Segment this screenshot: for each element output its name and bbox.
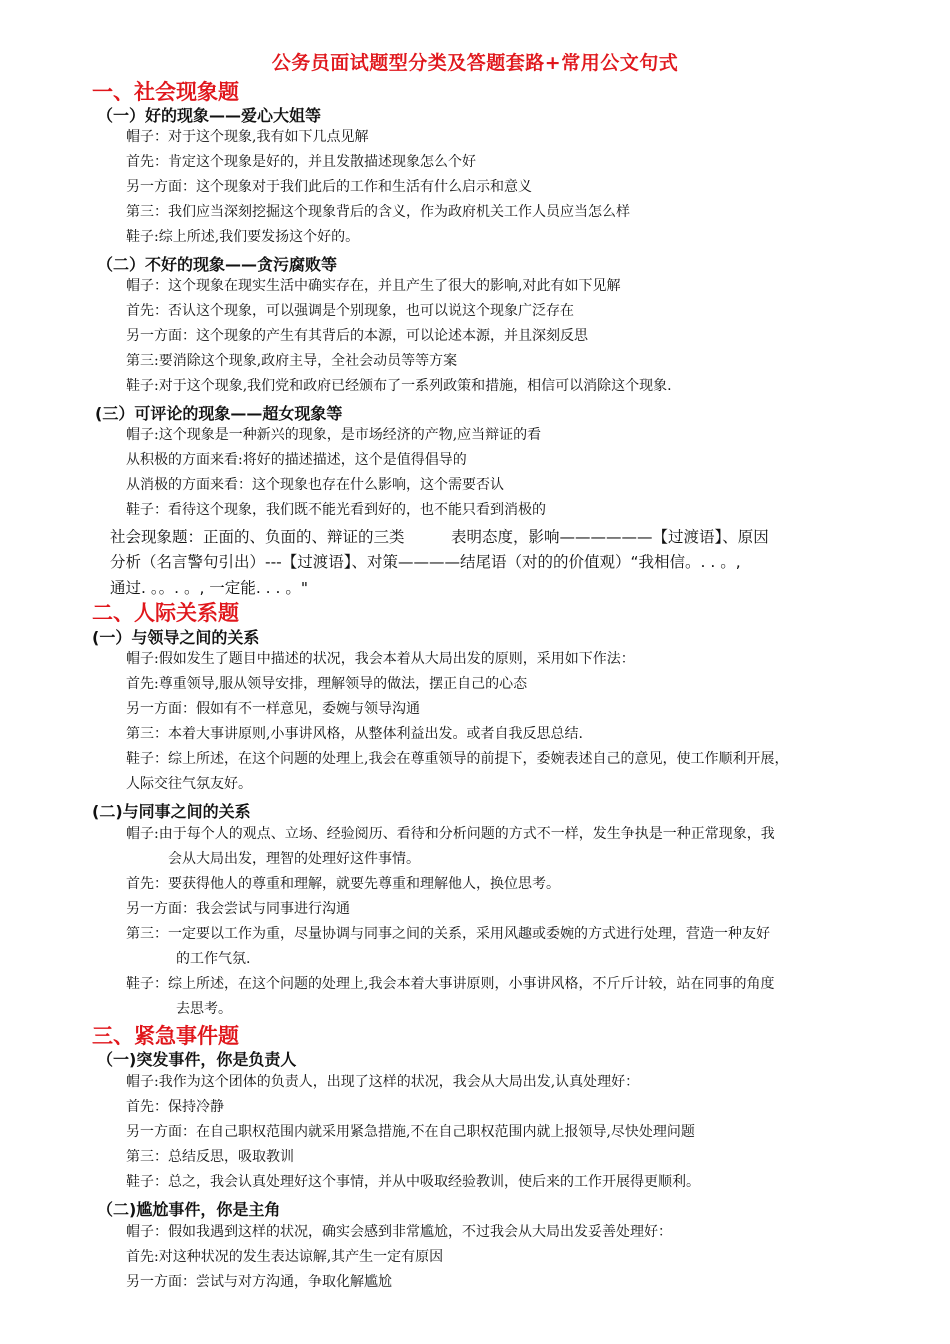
section-3a-heading: （一)突发事件，你是负责人 [97, 1050, 297, 1069]
text-line: 帽子：对于这个现象,我有如下几点见解 [126, 129, 369, 145]
text-line: 鞋子:对于这个现象,我们党和政府已经颁布了一系列政策和措施，相信可以消除这个现象. [126, 378, 672, 394]
text-line: 第三：一定要以工作为重，尽量协调与同事之间的关系，采用风趣或委婉的方式进行处理，营造一种友好 [126, 926, 770, 942]
section-3-heading: 三、紧急事件题 [92, 1024, 239, 1048]
text-line: 首先：肯定这个现象是好的，并且发散描述现象怎么个好 [126, 154, 476, 170]
text-line: 鞋子:综上所述,我们要发扬这个好的。 [126, 229, 360, 245]
text-line: 去思考。 [176, 1001, 232, 1017]
text-line: 从积极的方面来看:将好的描述描述，这个是值得倡导的 [126, 452, 467, 468]
text-line: 另一方面：在自己职权范围内就采用紧急措施,不在自己职权范围内就上报领导,尽快处理问题 [126, 1124, 695, 1140]
text-line: 人际交往气氛友好。 [126, 776, 252, 792]
text-line: 帽子:假如发生了题目中描述的状况，我会本着从大局出发的原则，采用如下作法： [126, 651, 635, 667]
section-1-heading: 一、社会现象题 [92, 80, 239, 104]
summary-line: 分析（名言警句引出）---【过渡语】、对策————结尾语（对的的价值观）“我相信。. . 。, [110, 553, 741, 571]
text-line: 另一方面：这个现象的产生有其背后的本源，可以论述本源，并且深刻反思 [126, 328, 588, 344]
text-line: 第三：我们应当深刻挖掘这个现象背后的含义，作为政府机关工作人员应当怎么样 [126, 204, 630, 220]
text-line: 第三:要消除这个现象,政府主导，全社会动员等等方案 [126, 353, 458, 369]
text-line: 帽子：假如我遇到这样的状况，确实会感到非常尴尬，不过我会从大局出发妥善处理好： [126, 1224, 672, 1240]
document-title: 公务员面试题型分类及答题套路+常用公文句式 [271, 52, 679, 74]
text-line: 另一方面：假如有不一样意见，委婉与领导沟通 [126, 701, 420, 717]
section-3b-heading: （二)尴尬事件，你是主角 [97, 1200, 281, 1219]
text-line: 会从大局出发，理智的处理好这件事情。 [168, 851, 420, 867]
text-line: 鞋子：总之，我会认真处理好这个事情，并从中吸取经验教训，使后来的工作开展得更顺利。 [126, 1174, 700, 1190]
text-line: 首先:尊重领导,服从领导安排，理解领导的做法，摆正自己的心态 [126, 676, 528, 692]
text-line: 另一方面：我会尝试与同事进行沟通 [126, 901, 350, 917]
text-line: 鞋子：看待这个现象，我们既不能光看到好的，也不能只看到消极的 [126, 502, 546, 518]
text-line: 帽子:这个现象是一种新兴的现象，是市场经济的产物,应当辩证的看 [126, 427, 542, 443]
section-2-heading: 二、人际关系题 [92, 601, 239, 625]
text-line: 首先：否认这个现象，可以强调是个别现象，也可以说这个现象广泛存在 [126, 303, 574, 319]
section-1c-heading: (三）可评论的现象——超女现象等 [95, 404, 343, 423]
text-line: 首先:对这种状况的发生表达谅解,其产生一定有原因 [126, 1249, 444, 1265]
text-line: 首先：保持冷静 [126, 1099, 224, 1115]
text-line: 从消极的方面来看：这个现象也存在什么影响，这个需要否认 [126, 477, 504, 493]
text-line: 帽子：这个现象在现实生活中确实存在，并且产生了很大的影响,对此有如下见解 [126, 278, 621, 294]
text-line: 帽子:由于每个人的观点、立场、经验阅历、看待和分析问题的方式不一样，发生争执是一种正常现象，我 [126, 826, 775, 842]
section-2a-heading: (一）与领导之间的关系 [92, 628, 260, 647]
text-line: 首先：要获得他人的尊重和理解，就要先尊重和理解他人，换位思考。 [126, 876, 560, 892]
summary-line: 社会现象题：正面的、负面的、辩证的三类 表明态度，影响——————【过渡语】、原因 [110, 528, 769, 546]
text-line: 鞋子：综上所述，在这个问题的处理上,我会本着大事讲原则，小事讲风格，不斤斤计较，站在同事的角度 [126, 976, 775, 992]
text-line: 第三：本着大事讲原则,小事讲风格，从整体利益出发。或者自我反思总结. [126, 726, 583, 742]
text-line: 另一方面：尝试与对方沟通，争取化解尴尬 [126, 1274, 392, 1290]
text-line: 的工作气氛. [176, 951, 251, 967]
summary-line: 通过. 。。. 。, 一定能. . . 。" [110, 579, 309, 597]
section-1a-heading: （一）好的现象——爱心大姐等 [97, 106, 322, 125]
text-line: 第三：总结反思，吸取教训 [126, 1149, 294, 1165]
section-2b-heading: (二)与同事之间的关系 [92, 802, 251, 821]
text-line: 帽子:我作为这个团体的负责人，出现了这样的状况，我会从大局出发,认真处理好： [126, 1074, 640, 1090]
section-1b-heading: （二）不好的现象——贪污腐败等 [97, 255, 338, 274]
text-line: 鞋子：综上所述，在这个问题的处理上,我会在尊重领导的前提下，委婉表述自己的意见，使工作顺利开展， [126, 751, 789, 767]
text-line: 另一方面：这个现象对于我们此后的工作和生活有什么启示和意义 [126, 179, 532, 195]
